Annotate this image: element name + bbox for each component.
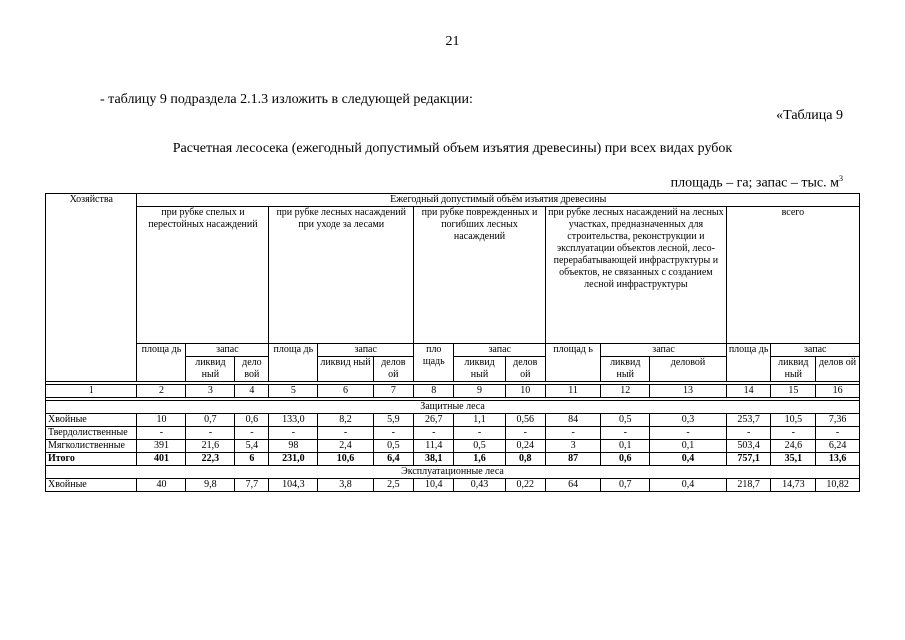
column-number: 6 [318,385,373,398]
header-area: площа дь [726,344,771,382]
header-group-mature: при рубке спелых и перестойных насаждений [137,207,269,344]
table-title: Расчетная лесосека (ежегодный допустимый объем изъятия древесины) при всех видах рубок [172,141,733,156]
table-cell: - [414,427,454,440]
table-cell: 0,22 [505,479,545,492]
header-business: делов ой [373,357,413,382]
table-cell: 40 [137,479,186,492]
table-cell: 6,4 [373,453,413,466]
section-row [46,401,860,414]
table-cell: 0,1 [601,440,650,453]
table-cell: 0,5 [454,440,505,453]
table-caption: «Таблица 9 [776,108,843,123]
column-number: 5 [269,385,318,398]
table-cell: - [318,427,373,440]
header-liquid: ликвид ный [454,357,505,382]
table-cell: 10,5 [771,414,816,427]
header-area: площад ь [545,344,600,382]
table-cell: 38,1 [414,453,454,466]
table-cell: 253,7 [726,414,771,427]
header-group-total: всего [726,207,859,344]
column-number: 15 [771,385,816,398]
table-cell: 10 [137,414,186,427]
table-cell: 7,7 [235,479,269,492]
row-name: Итого [46,453,137,466]
table-cell: 3,8 [318,479,373,492]
table-cell: 1,1 [454,414,505,427]
header-stock: запас [454,344,545,357]
table-row [46,427,860,440]
table-cell: 0,3 [650,414,727,427]
table-cell: 1,6 [454,453,505,466]
table-cell: 0,7 [186,414,235,427]
header-area: площа дь [269,344,318,382]
table-cell: 11,4 [414,440,454,453]
column-number: 14 [726,385,771,398]
table-cell: 10,4 [414,479,454,492]
table-cell: 6,24 [816,440,860,453]
column-number: 16 [816,385,860,398]
table-cell: - [454,427,505,440]
table-cell: 84 [545,414,600,427]
table-cell: 5,9 [373,414,413,427]
instruction-text: - таблицу 9 подраздела 2.1.3 изложить в следующей редакции: [100,92,473,107]
table-row [46,440,860,453]
table-cell: 24,6 [771,440,816,453]
table-cell: - [726,427,771,440]
row-name: Мягколиственные [46,440,137,453]
table-cell: - [235,427,269,440]
column-number: 11 [545,385,600,398]
table-cell: 21,6 [186,440,235,453]
table-header [46,194,860,401]
units-text: площадь – га; запас – тыс. м [670,175,839,191]
page-number: 21 [445,34,460,49]
table-cell: 503,4 [726,440,771,453]
table-cell: - [137,427,186,440]
table-cell: - [601,427,650,440]
row-name: Хвойные [46,414,137,427]
table-cell: 64 [545,479,600,492]
table-cell: 8,2 [318,414,373,427]
table-cell: 0,5 [601,414,650,427]
header-stock: запас [601,344,727,357]
header-group-infrastructure: при рубке лесных насаждений на лесных участках, предназначенных для строительства, реконструкции и эксплуатации объектов лесной, лесо-перерабатывающей инфраструктуры и объектов, не связанных с созданием лесной инфраструктуры [545,207,726,344]
column-number: 2 [137,385,186,398]
header-business: делов ой [816,357,860,382]
table-cell: 231,0 [269,453,318,466]
column-number: 7 [373,385,413,398]
units-superscript: 3 [839,174,843,183]
table-cell: 87 [545,453,600,466]
table-cell: - [650,427,727,440]
table-cell: 0,24 [505,440,545,453]
header-business: делов ой [505,357,545,382]
header-liquid: ликвид ный [318,357,373,382]
header-business: деловой [650,357,727,382]
column-number: 4 [235,385,269,398]
table-cell: - [505,427,545,440]
table-row [46,479,860,492]
total-row [46,453,860,466]
table-cell: 5,4 [235,440,269,453]
column-number: 1 [46,385,137,398]
table-cell: 26,7 [414,414,454,427]
header-main: Ежегодный допустимый объём изъятия древесины [137,194,860,207]
header-area: площа дь [137,344,186,382]
table-cell: 35,1 [771,453,816,466]
table-cell: 0,43 [454,479,505,492]
header-group-damaged: при рубке поврежденных и погибших лесных насаждений [414,207,546,344]
header-stock: запас [318,344,414,357]
table-cell: 104,3 [269,479,318,492]
table-cell: 391 [137,440,186,453]
table-cell: 0,8 [505,453,545,466]
table-cell: 757,1 [726,453,771,466]
header-liquid: ликвид ный [771,357,816,382]
table-cell: 3 [545,440,600,453]
table-cell: 0,7 [601,479,650,492]
header-stock: запас [771,344,860,357]
table-cell: 0,6 [601,453,650,466]
table-cell: 98 [269,440,318,453]
section-title: Защитные леса [46,401,860,414]
row-name: Твердолиственные [46,427,137,440]
table-cell: 133,0 [269,414,318,427]
header-business: дело вой [235,357,269,382]
header-area: пло щадь [414,344,454,382]
table-cell: - [186,427,235,440]
table-cell: 10,82 [816,479,860,492]
column-number: 10 [505,385,545,398]
table-cell: - [771,427,816,440]
table-cell: 7,36 [816,414,860,427]
section-row [46,466,860,479]
header-stock: запас [186,344,269,357]
column-number: 3 [186,385,235,398]
table-cell: 0,1 [650,440,727,453]
table-cell: 0,4 [650,479,727,492]
table-cell: 218,7 [726,479,771,492]
table-cell: 0,56 [505,414,545,427]
table-cell: 2,4 [318,440,373,453]
table-cell: - [269,427,318,440]
table-cell: 9,8 [186,479,235,492]
allowable-cut-table [45,193,860,492]
column-number: 13 [650,385,727,398]
row-name: Хвойные [46,479,137,492]
table-cell: 401 [137,453,186,466]
table-body [46,401,860,492]
header-liquid: ликвид ный [601,357,650,382]
header-liquid: ликвид ный [186,357,235,382]
table-cell: 14,73 [771,479,816,492]
table-cell: 22,3 [186,453,235,466]
units-note [671,174,843,192]
table-cell: 2,5 [373,479,413,492]
column-numbers-row [46,385,860,398]
header-farms: Хозяйства [46,194,137,382]
table-cell: - [545,427,600,440]
table-cell: 6 [235,453,269,466]
table-cell: 0,6 [235,414,269,427]
column-number: 9 [454,385,505,398]
table-cell: - [373,427,413,440]
table-cell: - [816,427,860,440]
header-group-thinning: при рубке лесных насаждений при уходе за лесами [269,207,414,344]
table-cell: 0,5 [373,440,413,453]
table-cell: 0,4 [650,453,727,466]
table-cell: 10,6 [318,453,373,466]
section-title: Эксплуатационные леса [46,466,860,479]
column-number: 8 [414,385,454,398]
column-number: 12 [601,385,650,398]
table-cell: 13,6 [816,453,860,466]
table-row [46,414,860,427]
